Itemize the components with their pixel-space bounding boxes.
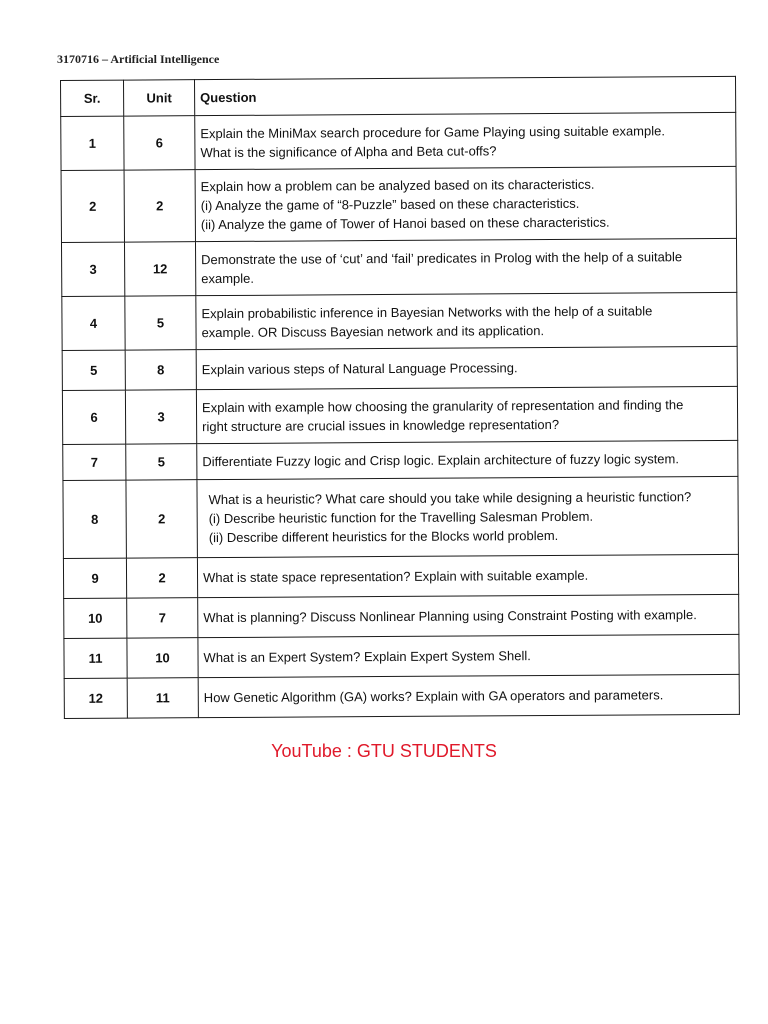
table-row xyxy=(63,554,738,598)
question-line: Differentiate Fuzzy logic and Crisp logic. Explain architecture of fuzzy logic system. xyxy=(202,451,680,470)
question-line: What is an Expert System? Explain Expert System Shell. xyxy=(203,648,531,666)
row-question xyxy=(195,166,736,241)
row-sr: 2 xyxy=(61,170,124,242)
table-row xyxy=(62,346,737,390)
row-question xyxy=(197,476,738,557)
question-line: (ii) Describe different heuristics for the Blocks world problem. xyxy=(208,527,559,546)
table-row xyxy=(61,112,736,170)
row-unit: 7 xyxy=(127,598,198,638)
row-unit: 5 xyxy=(126,444,197,480)
document-title: 3170716 – Artificial Intelligence xyxy=(57,52,220,66)
table-row xyxy=(61,166,736,242)
row-question xyxy=(196,386,737,443)
header-question: Question xyxy=(195,76,736,115)
table-row xyxy=(64,674,739,718)
row-sr: 12 xyxy=(64,678,127,718)
row-sr: 4 xyxy=(62,296,125,350)
row-sr: 1 xyxy=(61,116,124,170)
row-question xyxy=(198,634,739,677)
table-row xyxy=(63,440,738,480)
row-unit: 2 xyxy=(126,480,197,558)
question-line: example. xyxy=(201,270,255,286)
question-line: Explain the MiniMax search procedure for Game Playing using suitable example. xyxy=(200,122,665,141)
row-sr: 7 xyxy=(63,444,126,480)
row-question xyxy=(198,674,739,717)
row-sr: 11 xyxy=(64,638,127,678)
question-line: (i) Describe heuristic function for the Travelling Salesman Problem. xyxy=(208,508,594,527)
question-line: (i) Analyze the game of “8-Puzzle” based on these characteristics. xyxy=(200,195,580,214)
question-line: What is state space representation? Explain with suitable example. xyxy=(202,567,589,586)
row-question xyxy=(196,346,737,389)
header-sr: Sr. xyxy=(61,80,124,116)
row-unit: 8 xyxy=(125,350,196,390)
row-sr: 6 xyxy=(62,390,125,444)
question-line: example. OR Discuss Bayesian network and its application. xyxy=(201,322,545,340)
row-sr: 9 xyxy=(63,558,126,598)
youtube-footer-text: YouTube : GTU STUDENTS xyxy=(271,741,497,761)
table-row xyxy=(63,476,738,558)
question-table xyxy=(60,76,740,719)
row-sr: 3 xyxy=(61,242,124,296)
row-unit: 3 xyxy=(125,390,196,444)
question-line: Demonstrate the use of ‘cut’ and ‘fail’ predicates in Prolog with the help of a suitable xyxy=(201,248,683,267)
row-sr: 8 xyxy=(63,480,126,558)
question-line: Explain probabilistic inference in Bayesian Networks with the help of a suitable xyxy=(201,302,653,321)
row-question xyxy=(195,112,736,169)
row-question xyxy=(195,238,736,295)
table-row xyxy=(61,238,736,296)
question-line: What is a heuristic? What care should you take while designing a heuristic function? xyxy=(208,489,692,508)
row-unit: 12 xyxy=(124,242,195,296)
row-unit: 10 xyxy=(127,638,198,678)
row-unit: 2 xyxy=(126,558,197,598)
row-sr: 10 xyxy=(64,598,127,638)
row-unit: 11 xyxy=(127,678,198,718)
row-unit: 6 xyxy=(124,116,195,170)
row-question xyxy=(197,440,738,479)
question-line: How Genetic Algorithm (GA) works? Explain with GA operators and parameters. xyxy=(203,687,664,706)
table-row xyxy=(62,292,737,350)
question-line: Explain with example how choosing the granularity of representation and finding the xyxy=(201,396,684,415)
row-question xyxy=(196,292,737,349)
row-question xyxy=(198,594,739,637)
table-row xyxy=(62,386,737,444)
table-header-row xyxy=(61,76,736,116)
row-sr: 5 xyxy=(62,350,125,390)
row-unit: 2 xyxy=(124,170,195,242)
question-line: (ii) Analyze the game of Tower of Hanoi based on these characteristics. xyxy=(200,214,610,233)
question-line: What is the significance of Alpha and Beta cut-offs? xyxy=(200,142,497,160)
question-line: Explain various steps of Natural Language Processing. xyxy=(201,360,518,378)
table-row xyxy=(64,594,739,638)
question-line: What is planning? Discuss Nonlinear Planning using Constraint Posting with example. xyxy=(203,607,697,626)
question-line: Explain how a problem can be analyzed based on its characteristics. xyxy=(200,176,595,195)
row-question xyxy=(197,554,738,597)
header-unit: Unit xyxy=(124,80,195,116)
row-unit: 5 xyxy=(125,296,196,350)
table-row xyxy=(64,634,739,678)
question-line: right structure are crucial issues in knowledge representation? xyxy=(202,416,560,434)
